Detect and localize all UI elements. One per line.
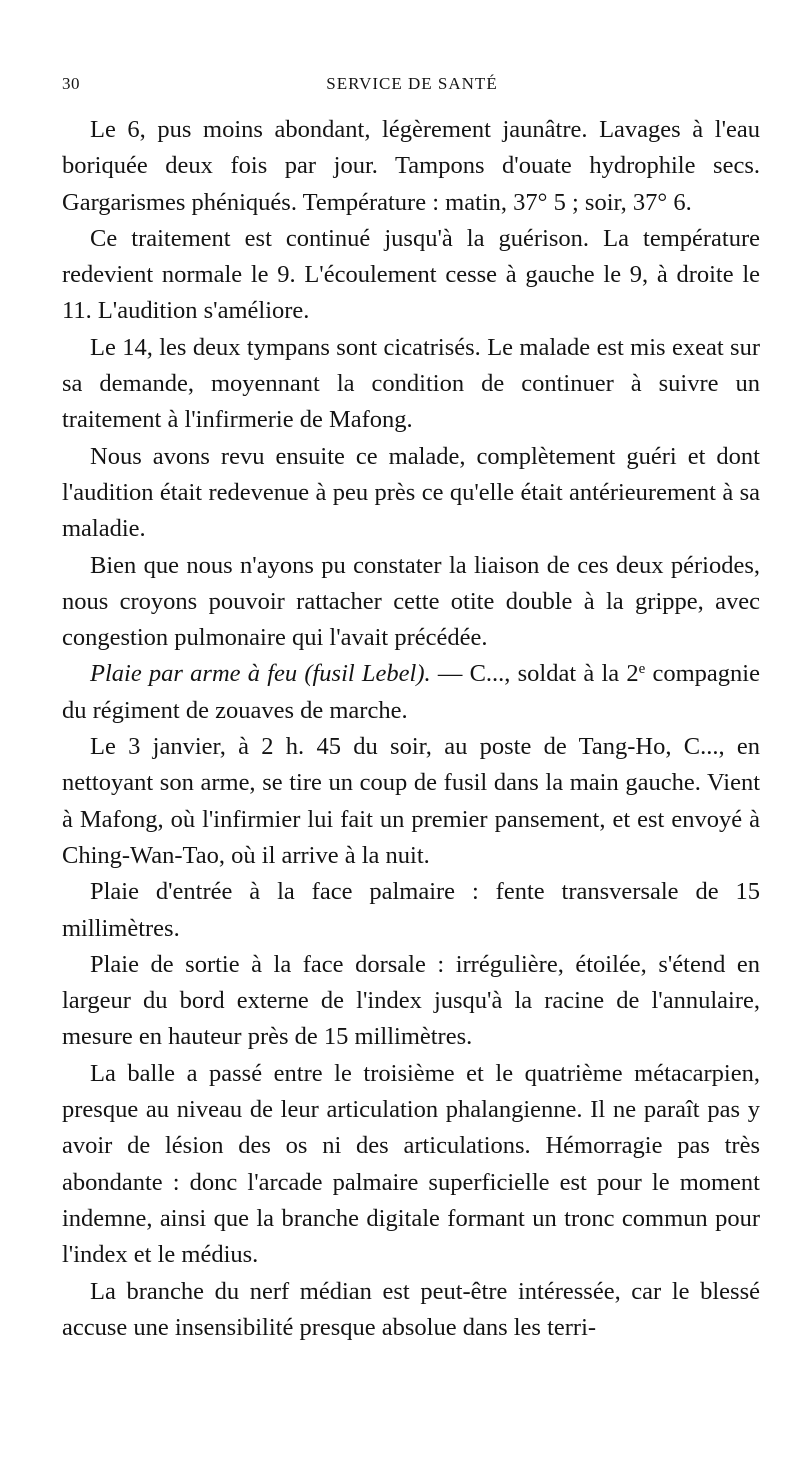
paragraph-1: Le 6, pus moins abondant, légèrement jaunâtre. Lavages à l'eau boriquée deux fois par jour. Tampons d'ouate hydrophile secs. Gargarismes phéniqués. Température : matin, 37° 5 ; soir, 37° 6. <box>62 116 760 216</box>
paragraph-11: La branche du nerf médian est peut-être intéressée, car le blessé accuse une insensibilité presque absolue dans les terri- <box>62 1277 760 1341</box>
page-header <box>62 70 762 100</box>
case-intro-b: compagnie du régiment de zouaves de marche. <box>62 660 760 724</box>
paragraph-9: Plaie de sortie à la face dorsale : irrégulière, étoilée, s'étend en largeur du bord externe de l'index jusqu'à la racine de l'annulaire, mesure en hauteur près de 15 millimètres. <box>62 950 760 1051</box>
case-intro-a: — C..., soldat à la 2 <box>430 660 639 688</box>
paragraph-8: Plaie d'entrée à la face palmaire : fente transversale de 15 millimètres. <box>62 878 760 942</box>
paragraph-4: Nous avons revu ensuite ce malade, complètement guéri et dont l'audition était redevenue à peu près ce qu'elle était antérieurement à sa maladie. <box>62 442 760 543</box>
ordinal-superscript: e <box>638 661 646 678</box>
paragraph-2: Ce traitement est continué jusqu'à la guérison. La température redevient normale le 9. L'écoulement cesse à gauche le 9, à droite le 11. L'audition s'améliore. <box>62 224 760 325</box>
paragraph-7: Le 3 janvier, à 2 h. 45 du soir, au poste de Tang-Ho, C..., en nettoyant son arme, se tire un coup de fusil dans la main gauche. Vient à Mafong, où l'infirmier lui fait un premier pansement, et est envoyé à Ching-Wan-Tao, où il arrive à la nuit. <box>62 733 760 869</box>
body-text <box>62 112 760 1346</box>
paragraph-3: Le 14, les deux tympans sont cicatrisés. Le malade est mis exeat sur sa demande, moyennant la condition de continuer à suivre un traitement à l'infirmerie de Mafong. <box>62 333 760 434</box>
paragraph-10: La balle a passé entre le troisième et le quatrième métacarpien, presque au niveau de leur articulation phalangienne. Il ne paraît pas y avoir de lésion des os ni des articulations. Hémorragie pas très abondante : donc l'arcade palmaire superficielle est pour le moment indemne, ainsi que la branche digitale formant un tronc commun pour l'index et le médius. <box>62 1059 760 1269</box>
paragraph-6 <box>62 656 760 729</box>
paragraph-5: Bien que nous n'ayons pu constater la liaison de ces deux périodes, nous croyons pouvoir rattacher cette otite double à la grippe, avec congestion pulmonaire qui l'avait précédée. <box>62 551 760 652</box>
page-number: 30 <box>62 74 80 93</box>
running-head: SERVICE DE SANTÉ <box>326 74 498 93</box>
case-title: Plaie par arme à feu (fusil Lebel). <box>90 660 431 688</box>
